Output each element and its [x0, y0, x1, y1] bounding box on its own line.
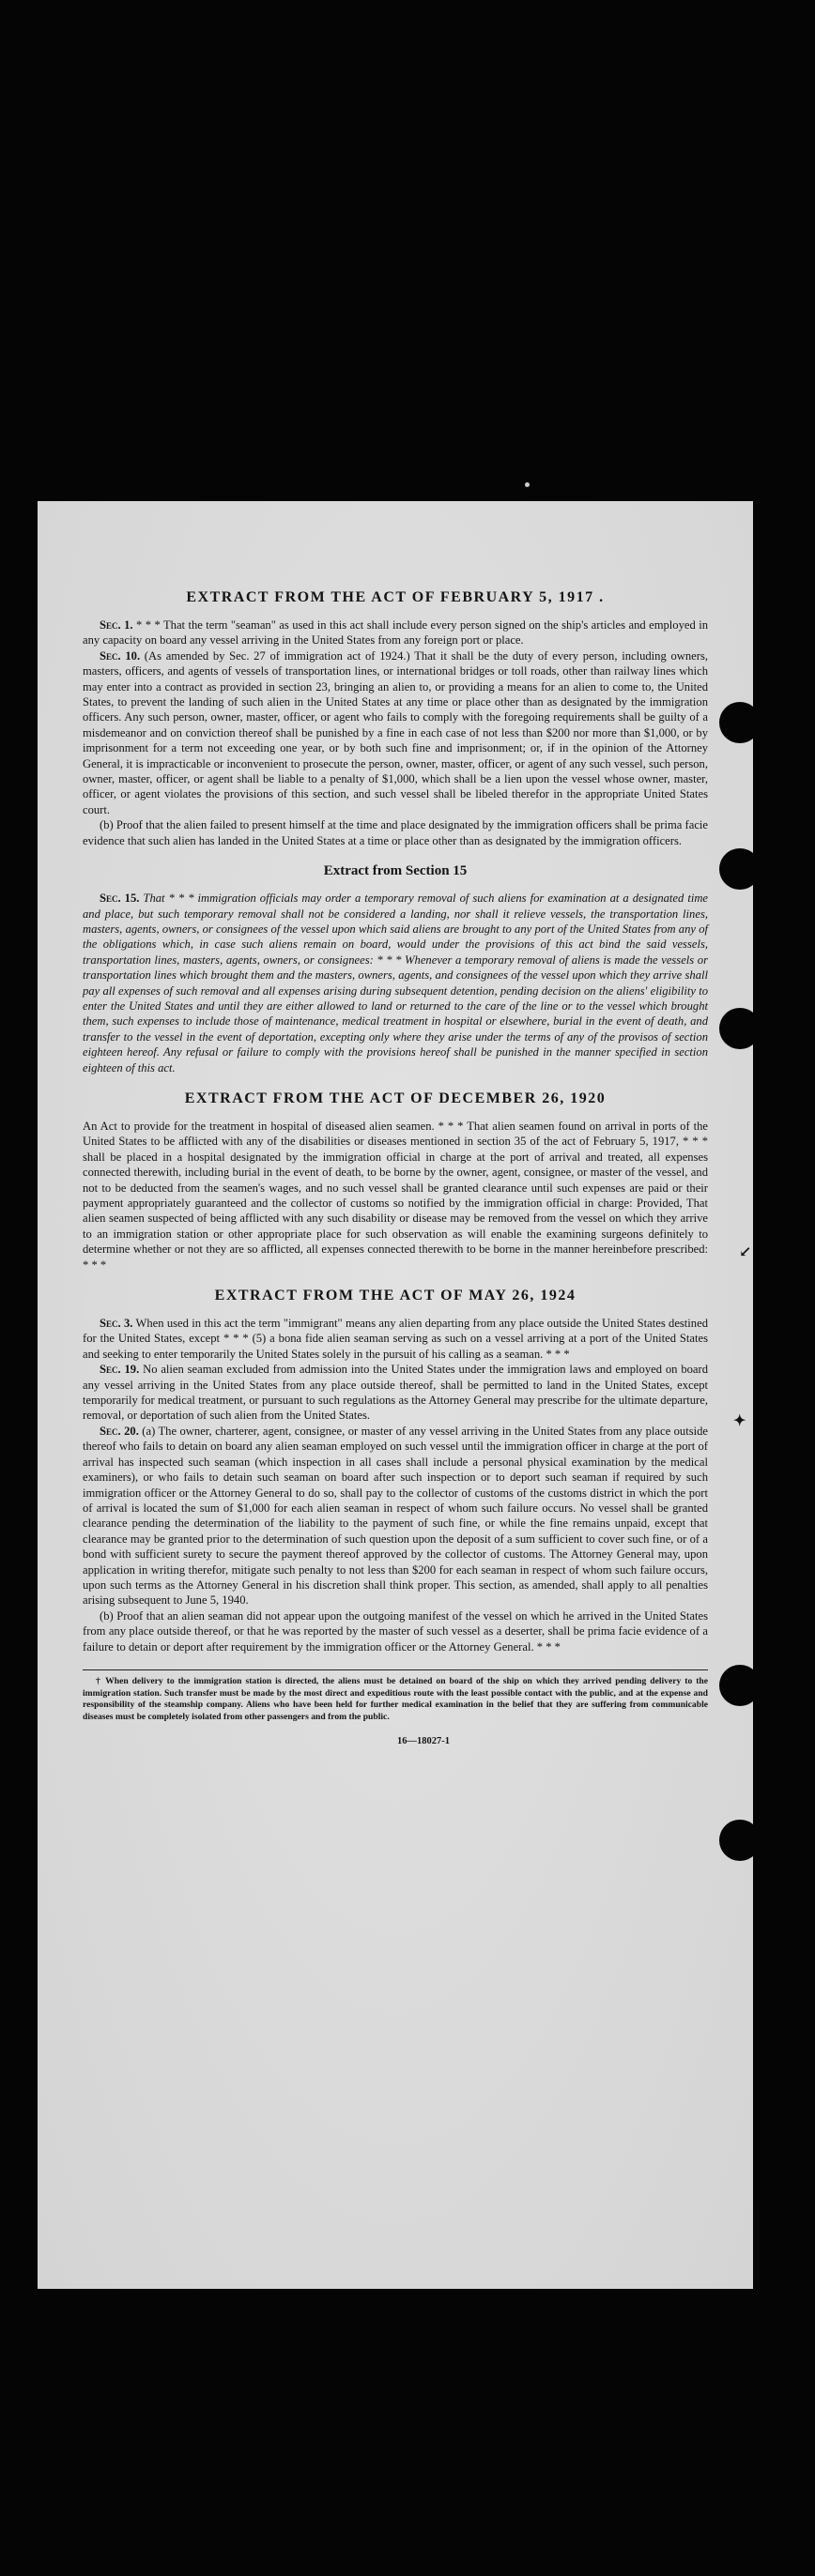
section-number: Sec. 19. [100, 1363, 140, 1377]
footnote: † When delivery to the immigration station is directed, the aliens must be detained on board of the ship on which they arrived pending delivery to the immigration station. Such transfer must be made by the most direct and expeditious route with the least possible contact with the public, and at the expense and responsibility of the steamship company. Aliens who have been held for further medical examination in the belief that they are suffering from communicable diseases must be completely isolated from other passengers and from the public. [83, 1675, 708, 1722]
punch-hole [719, 1008, 761, 1049]
margin-mark: ✦ [733, 1413, 746, 1429]
paragraph [83, 648, 708, 817]
paragraph [83, 1362, 708, 1424]
section-number: Sec. 15. [100, 892, 140, 906]
paragraph-text: No alien seaman excluded from admission into the United States under the immigration laws and employed on board any vessel arriving in the United States from any place outside thereof, shall be permitted to land in the United States, except temporarily for medical treatment, or pursuant to such regulations as the Attorney General may prescribe for the ultimate departure, removal, or deportation of such alien from the United States. [83, 1363, 708, 1423]
form-number: 16—18027-1 [397, 1736, 450, 1747]
section-number: Sec. 1. [100, 618, 133, 632]
section-heading: EXTRACT FROM THE ACT OF MAY 26, 1924 [214, 1288, 577, 1304]
section-number: Sec. 20. [100, 1424, 139, 1438]
paragraph [83, 891, 708, 1075]
section-heading: EXTRACT FROM THE ACT OF FEBRUARY 5, 1917 . [186, 589, 605, 605]
margin-mark: ↙ [739, 1244, 752, 1260]
paragraph [83, 1424, 708, 1608]
section-subheading: Extract from Section 15 [323, 863, 468, 879]
footnote-divider [83, 1669, 708, 1670]
paragraph [83, 1119, 708, 1273]
stray-speck [525, 482, 530, 487]
paragraph-text: That * * * immigration officials may order a temporary removal of such aliens for examination at a designated time and place, but such temporary removal shall not be considered a landing, nor shall it relieve vessels, the transportation lines, masters, agents, owners, or consignees of the vessel upon which said aliens are brought to any port of the United States from any of the obligations which, in case such aliens remain on board, would under the provisions of this act bind the said vessels, transportation lines, masters, agents, owners, or consignees: * * * Whenever a temporary removal of aliens is made the vessels or transportation lines which brought them and the masters, owners, agents, and consignees of the vessel upon which they arrive shall pay all expenses of such removal and all expenses arising during subsequent detention, pending decision on the aliens' eligibility to enter the United States and until they are either allowed to land or returned to the care of the line or to the vessel which brought them, such expenses to include those of maintenance, medical treatment in hospital or elsewhere, burial in the event of death, and transfer to the vessel in the event of deportation, excepting only where they arise under the terms of any of the provisos of section eighteen hereof. Any refusal or failure to comply with the provisions hereof shall be punished in the manner specified in section eighteen of this act. [83, 892, 709, 1075]
paragraph [83, 1608, 708, 1654]
paragraph [83, 1316, 708, 1362]
punch-hole [719, 702, 761, 743]
paragraph-text: When used in this act the term "immigrant" means any alien departing from any place outside the United States destined for the United States, except * * * (5) a bona fide alien seaman serving as such on a vessel arriving at a port of the United States and seeking to enter temporarily the United States solely in the pursuit of his calling as a seaman. * * * [83, 1317, 708, 1361]
paragraph-text: * * * That the term "seaman" as used in this act shall include every person signed on the ship's articles and employed in any capacity on board any vessel arriving in the United States from any foreign port or place. [83, 618, 708, 648]
document-page [38, 501, 753, 2289]
section-may-1924 [83, 1288, 708, 1654]
punch-hole [719, 1820, 761, 1861]
paragraph-text: (As amended by Sec. 27 of immigration act of 1924.) That it shall be the duty of every person, including owners, masters, officers, and agents of vessels of transportation lines, or international bridges or toll roads, other than railway lines which may enter into a contract as provided in section 23, bringing an alien to, or providing a means for an alien to come to, the United States, to prevent the landing of such alien in the United States at any time or place other than as designated by the immigration officers. Any such person, owner, master, officer, or agent who fails to comply with the foregoing requirements shall be guilty of a misdemeanor and on conviction thereof shall be punished by a fine in each case of not less than $200 nor more than $1,000, or by imprisonment for a term not exceeding one year, or by both such fine and imprisonment; or, if in the opinion of the Attorney General, it is impracticable or inconvenient to prosecute the person, owner, master, officer, or agent of any such vessel, such person, owner, master, officer, or agent shall be liable to a penalty of $1,000, which shall be a lien upon the vessel whose owner, master, officer, or agent violates the provisions of this section, and such vessel shall be libeled therefor in the appropriate United States court. [83, 648, 709, 816]
paragraph [83, 617, 708, 648]
paragraph-text: (b) Proof that the alien failed to present himself at the time and place designated by the immigration officers shall be prima facie evidence that such alien has landed in the United States at a time or place other than as designated by the immigration officers. [83, 818, 708, 847]
section-feb-1917 [83, 589, 708, 848]
section-extract-15 [83, 863, 708, 1075]
punch-hole [719, 848, 761, 890]
section-heading: EXTRACT FROM THE ACT OF DECEMBER 26, 1920 [184, 1090, 607, 1106]
section-dec-1920 [83, 1090, 708, 1273]
paragraph [83, 817, 708, 848]
paragraph-text: An Act to provide for the treatment in hospital of diseased alien seamen. * * * That alien seamen found on arrival in ports of the United States to be afflicted with any of the disabilities or diseases mentioned in section 35 of the act of February 5, 1917, * * * shall be placed in a hospital designated by the immigration official in charge at the port of arrival and treated, all expenses connected therewith, including burial in the event of death, to be borne by the owner, agent, consignee, or master of the vessel, and not to be deducted from the seamen's wages, and no such vessel shall be granted clearance until such expenses are paid or their payment appropriately guaranteed and the collector of customs so notified by the immigration official in charge: Provided, That alien seamen suspected of being afflicted with any such disability or disease may be removed from the vessel on which they arrive to an immigration station or other appropriate place for such observation as will enable the examining surgeons definitely to determine whether or not they are so afflicted, all expenses connected therewith to be borne in the manner hereinbefore prescribed: * * * [83, 1119, 708, 1272]
paragraph-text: (a) The owner, charterer, agent, consignee, or master of any vessel arriving in the United States from any place outside thereof who fails to detain on board any alien seaman employed on such vessel until the immigration officer in charge at the port of arrival has inspected such seaman (which inspection in all cases shall include a personal physical examination by the medical examiners), or who fails to detain such seaman on board after such inspection or to deport such seaman if required by such immigration officer or the Attorney General to do so, shall pay to the collector of customs of the customs district in which the port of arrival is located the sum of $1,000 for each alien seaman in respect of whom such failure occurs. No vessel shall be granted clearance pending the determination of the liability to the payment of such fine, or while the fine remains unpaid, except that clearance may be granted prior to the determination of such question upon the deposit of a sum sufficient to cover such fine, or of a bond with sufficient surety to secure the payment thereof approved by the collector of customs. The Attorney General may, upon application in writing therefor, mitigate such penalty to not less than $200 for each seaman in respect of whom such failure occurs, upon such terms as the Attorney General in his discretion shall think proper. This section, as amended, shall apply to all penalties arising subsequent to June 5, 1940. [83, 1424, 708, 1608]
paragraph-text: (b) Proof that an alien seaman did not appear upon the outgoing manifest of the vessel on which he arrived in the United States from any place outside thereof, or that he was reported by the master of such vessel as a deserter, shall be prima facie evidence of a failure to detain or deport after requirement by the immigration officer or the Attorney General. * * * [83, 1608, 708, 1654]
punch-hole [719, 1665, 761, 1706]
section-number: Sec. 3. [100, 1317, 133, 1331]
section-number: Sec. 10. [100, 648, 141, 663]
